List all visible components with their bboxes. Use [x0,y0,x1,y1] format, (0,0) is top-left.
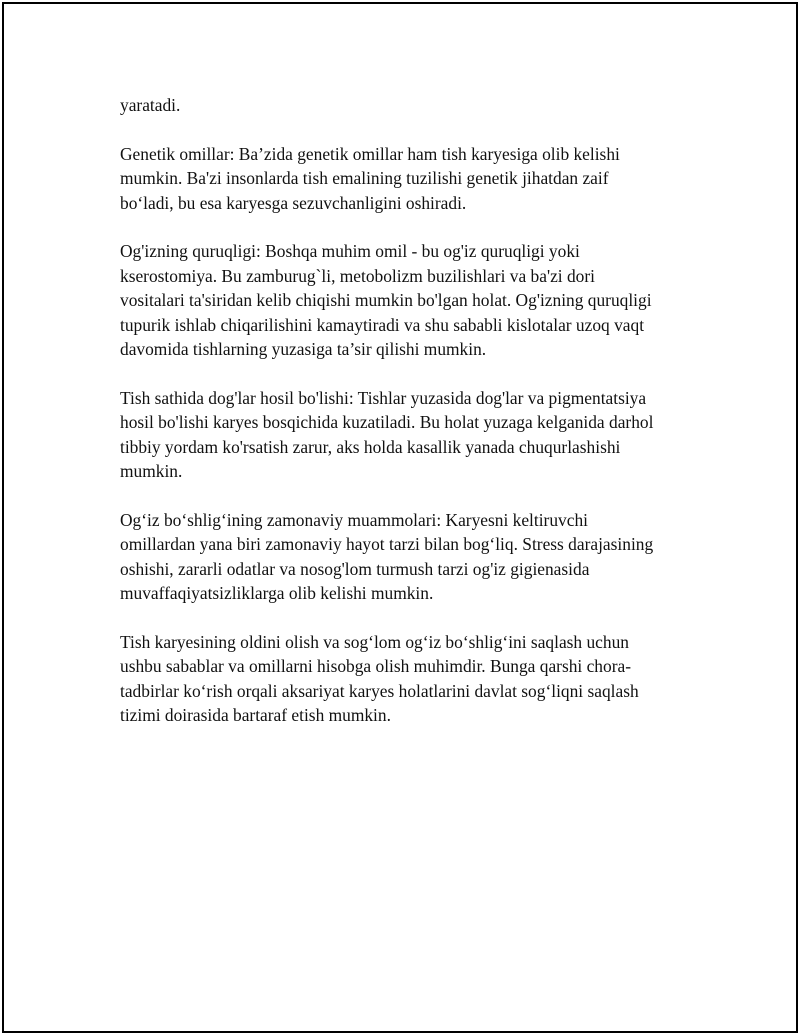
text-line: muvaffaqiyatsizliklarga olib kelishi mumkin. [120,583,434,604]
paragraph-continuation [120,93,690,117]
text-line: Tish sathida dog'lar hosil bo'lishi: Tishlar yuzasida dog'lar va pigmentatsiya [120,387,647,408]
text-line: vositalari ta'siridan kelib chiqishi mumkin bo'lgan holat. Og'izning quruqligi [120,290,652,311]
text-line: ushbu sabablar va omillarni hisobga olish muhimdir. Bunga qarshi chora- [120,656,632,677]
text-line: omillardan yana biri zamonaviy hayot tarzi bilan bog‘liq. Stress darajasining [120,534,654,555]
text-line: Genetik omillar: Ba’zida genetik omillar ham tish karyesiga olib kelishi [120,143,620,164]
text-line: mumkin. Ba'zi insonlarda tish emalining tuzilishi genetik jihatdan zaif [120,168,609,189]
text-line: Og'izning quruqligi: Boshqa muhim omil - bu og'iz quruqligi yoki [120,241,580,262]
text-line: hosil bo'lishi karyes bosqichida kuzatiladi. Bu holat yuzaga kelganida darhol [120,412,654,433]
paragraph-tooth-spots [120,386,690,484]
page-frame [2,2,798,1033]
document-body [120,93,690,752]
text-line: oshishi, zararli odatlar va nosog'lom turmush tarzi og'iz gigienasida [120,558,590,579]
text-line: Og‘iz bo‘shlig‘ining zamonaviy muammolari: Karyesni keltiruvchi [120,509,588,530]
text-line: tadbirlar ko‘rish orqali aksariyat karyes holatlarini davlat sog‘liqni saqlash [120,680,639,701]
paragraph-genetic-factors [120,142,690,215]
text-line: kserostomiya. Bu zamburug`li, metobolizm buzilishlari va ba'zi dori [120,265,595,286]
text-line: Tish karyesining oldini olish va sog‘lom og‘iz bo‘shlig‘ini saqlash uchun [120,631,629,652]
text-line: davomida tishlarning yuzasiga ta’sir qilishi mumkin. [120,339,487,360]
paragraph-dry-mouth [120,239,690,361]
text-line: tupurik ishlab chiqarilishini kamaytiradi va shu sababli kislotalar uzoq vaqt [120,314,645,335]
text-line: mumkin. [120,461,183,482]
paragraph-modern-problems [120,508,690,606]
text-line: tizimi doirasida bartaraf etish mumkin. [120,705,391,726]
paragraph-prevention [120,630,690,728]
text-line: yaratadi. [120,95,181,115]
text-line: bo‘ladi, bu esa karyesga sezuvchanligini oshiradi. [120,192,467,213]
text-line: tibbiy yordam ko'rsatish zarur, aks holda kasallik yanada chuqurlashishi [120,436,621,457]
